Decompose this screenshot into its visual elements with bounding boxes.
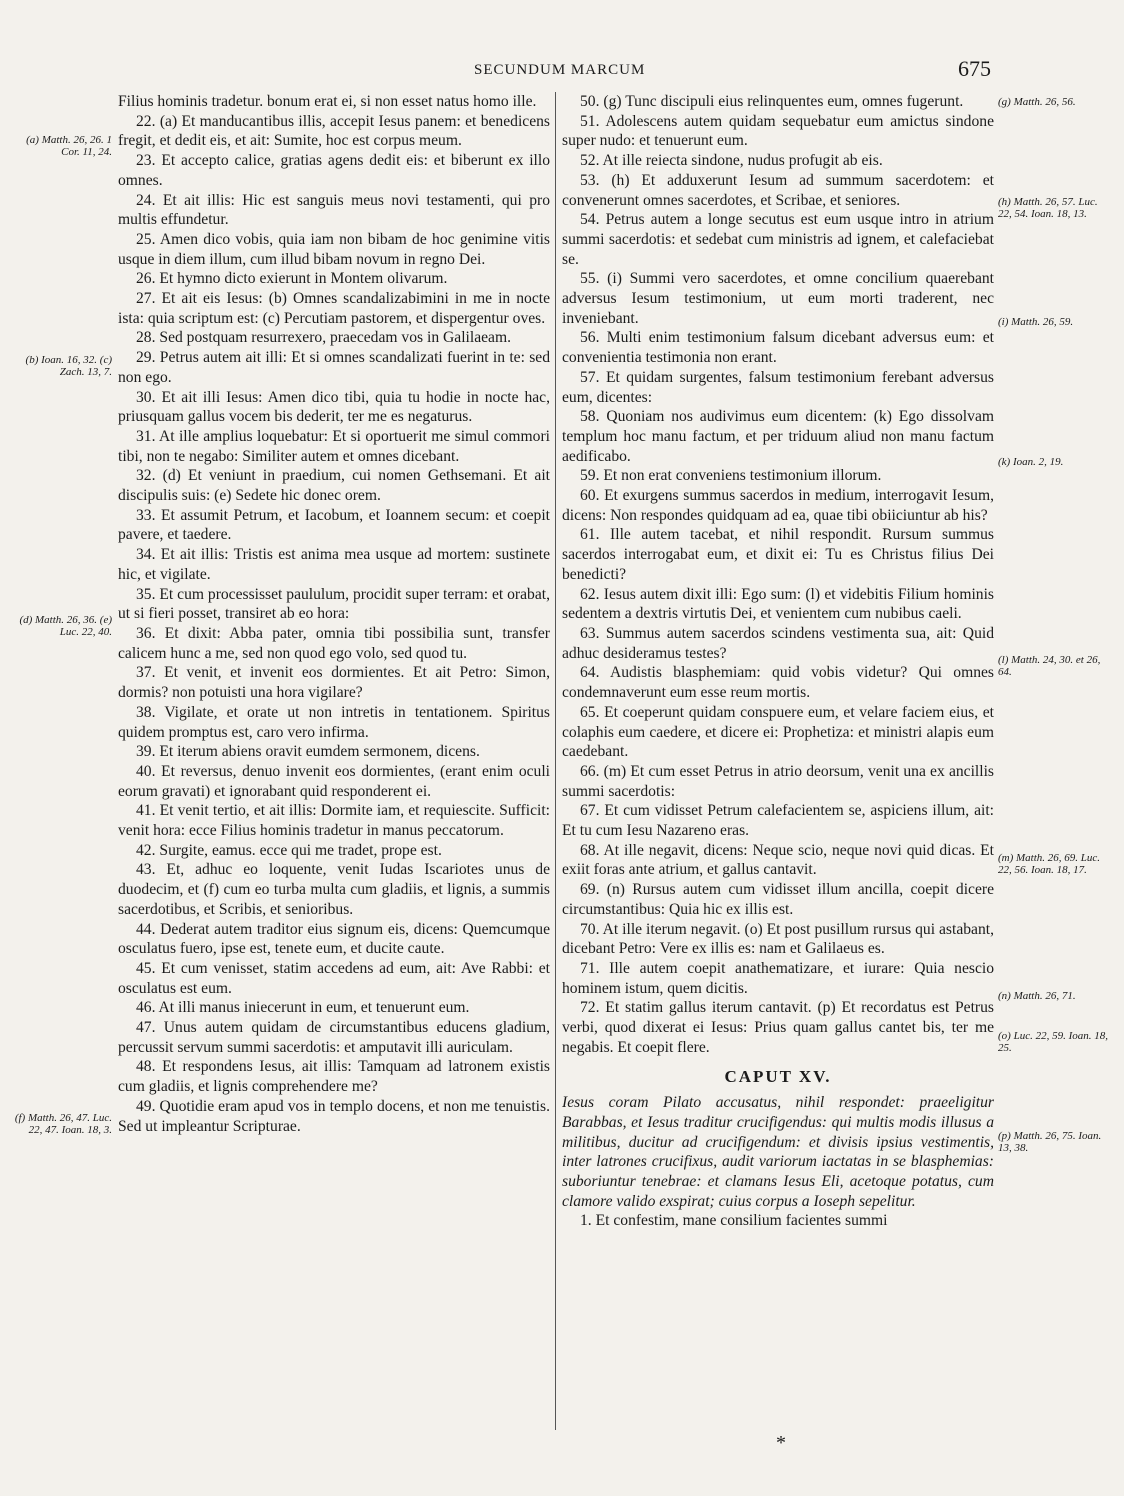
verse-paragraph: 33. Et assumit Petrum, et Iacobum, et Ioannem secum: et coepit pavere, et taedere. [118, 506, 550, 544]
left-column [118, 92, 550, 1136]
margin-note: (b) Ioan. 16, 32. (c) Zach. 13, 7. [25, 354, 112, 378]
margin-note: (p) Matth. 26, 75. Ioan. 13, 38. [998, 1130, 1102, 1154]
verse-paragraph: 60. Et exurgens summus sacerdos in medium, interrogavit Iesum, dicens: Non respondes quidquam ad ea, quae tibi obiiciuntur ab his? [562, 487, 994, 524]
margin-note: (g) Matth. 26, 56. [998, 96, 1076, 108]
margin-note: (o) Luc. 22, 59. Ioan. 18, 25. [998, 1030, 1108, 1054]
verse-paragraph: 40. Et reversus, denuo invenit eos dormientes, (erant enim oculi eorum gravati) et ignorabant quid responderent ei. [118, 762, 550, 800]
verse-paragraph: 54. Petrus autem a longe secutus est eum usque intro in atrium summi sacerdotis: et sedebat cum ministris ad ignem, et calefaciebat se. [562, 211, 994, 268]
verse-paragraph: 53. (h) Et adduxerunt Iesum ad summum sacerdotem: et convenerunt omnes sacerdotes, et Scribae, et seniores. [562, 171, 994, 209]
verse-paragraph: 63. Summus autem sacerdos scindens vestimenta sua, ait: Quid adhuc desideramus testes? [562, 624, 994, 662]
verse-paragraph: 67. Et cum vidisset Petrum calefacientem se, aspiciens illum, ait: Et tu cum Iesu Nazareno eras. [562, 802, 994, 840]
margin-note: (n) Matth. 26, 71. [998, 990, 1076, 1002]
verse-paragraph: 42. Surgite, eamus. ecce qui me tradet, prope est. [136, 841, 442, 859]
verse-paragraph: 22. (a) Et manducantibus illis, accepit Iesus panem: et benedicens fregit, et dedit eis, et ait: Sumite, hoc est corpus meum. [118, 112, 550, 150]
margin-note: (i) Matth. 26, 59. [998, 316, 1074, 328]
verse-paragraph: Filius hominis tradetur. bonum erat ei, si non esset natus homo ille. [118, 93, 537, 110]
verse-paragraph: 26. Et hymno dicto exierunt in Montem olivarum. [136, 270, 448, 288]
verse-paragraph: 61. Ille autem tacebat, et nihil respondit. Rursum summus sacerdos interrogabat eum, et dixit ei: Tu es Christus filius Dei benedicti? [562, 526, 994, 583]
verse-paragraph: 55. (i) Summi vero sacerdotes, et omne concilium quaerebant adversus Iesum testimonium, ut eum morti traderent, nec inveniebant. [562, 270, 994, 327]
verse-paragraph: 43. Et, adhuc eo loquente, venit Iudas Iscariotes unus de duodecim, et (f) cum eo turba multa cum gladiis, et lignis, a summis sacerdotibus, et Scribis, et senioribus. [118, 861, 550, 918]
verse-paragraph: 47. Unus autem quidam de circumstantibus educens gladium, percussit servum summi sacerdotis: et amputavit illi auriculam. [118, 1019, 550, 1056]
margin-note: (a) Matth. 26, 26. 1 Cor. 11, 24. [26, 134, 112, 158]
verse-paragraph: 44. Dederat autem traditor eius signum eis, dicens: Quemcumque osculatus fuero, ipse est, tenete eum, et ducite caute. [118, 920, 550, 958]
verse-paragraph: 64. Audistis blasphemiam: quid vobis videtur? Qui omnes condemnaverunt eum esse reum mortis. [562, 664, 994, 702]
chapter-summary: Iesus coram Pilato accusatus, nihil respondet: praeeligitur Barabbas, et Iesus traditur crucifigendus: qui multis modis illusus a militibus, ducitur ad crucifigendum: et divisis ipsius vestimentis, inter latrones crucifixus, audit variorum iactatas in se blasphemias: suboriuntur tenebrae: et clamans Iesus Eli, acetoque potatus, cum clamore valido exspirat; cuius corpus a Ioseph sepelitur. [562, 1094, 994, 1210]
verse-paragraph: 62. Iesus autem dixit illi: Ego sum: (l) et videbitis Filium hominis sedentem a dextris virtutis Dei, et venientem cum nubibus caeli. [562, 585, 994, 623]
verse-paragraph: 59. Et non erat conveniens testimonium illorum. [580, 467, 882, 485]
verse-paragraph: 68. At ille negavit, dicens: Neque scio, neque novi quid dicas. Et exiit foras ante atrium, et gallus cantavit. [562, 841, 994, 879]
verse-paragraph: 52. At ille reiecta sindone, nudus profugit ab eis. [580, 152, 883, 170]
margin-note: (k) Ioan. 2, 19. [998, 456, 1064, 468]
verse-paragraph: 65. Et coeperunt quidam conspuere eum, et velare faciem eius, et colaphis eum caedere, et dicere ei: Prophetiza: et ministri alapis eum caedebant. [562, 703, 994, 761]
verse-paragraph: 45. Et cum venisset, statim accedens ad eum, ait: Ave Rabbi: et osculatus est eum. [118, 959, 550, 997]
chapter-title: CAPUT XV. [724, 1067, 832, 1087]
verse-paragraph: 24. Et ait illis: Hic est sanguis meus novi testamenti, qui pro multis effundetur. [118, 191, 550, 229]
right-column [562, 92, 994, 1231]
verse-paragraph: 34. Et ait illis: Tristis est anima mea usque ad mortem: sustinete hic, et vigilate. [118, 546, 550, 583]
verse-paragraph: 23. Et accepto calice, gratias agens dedit eis: et biberunt ex illo omnes. [118, 152, 550, 189]
verse-paragraph: 1. Et confestim, mane consilium facientes summi [580, 1212, 888, 1230]
verse-paragraph: 35. Et cum processisset paululum, procidit super terram: et orabat, ut si fieri posset, transiret ab eo hora: [118, 585, 550, 623]
running-head: SECUNDUM MARCUM [474, 62, 646, 78]
margin-note: (d) Matth. 26, 36. (e) Luc. 22, 40. [19, 614, 112, 638]
margin-note: (f) Matth. 26, 47. Luc. 22, 47. Ioan. 18, 3. [14, 1112, 112, 1136]
margin-note: (m) Matth. 26, 69. Luc. 22, 56. Ioan. 18, 17. [998, 852, 1101, 876]
verse-paragraph: 25. Amen dico vobis, quia iam non bibam de hoc genimine vitis usque in diem illum, cum illud bibam novum in regno Dei. [118, 230, 550, 268]
verse-paragraph: 41. Et venit tertio, et ait illis: Dormite iam, et requiescite. Sufficit: venit hora: ecce Filius hominis tradetur in manus peccatorum. [118, 802, 550, 840]
column-divider [555, 92, 556, 1430]
verse-paragraph: 50. (g) Tunc discipuli eius relinquentes eum, omnes fugerunt. [580, 93, 964, 110]
verse-paragraph: 39. Et iterum abiens oravit eumdem sermonem, dicens. [136, 743, 480, 761]
margin-note: (h) Matth. 26, 57. Luc. 22, 54. Ioan. 18, 13. [998, 196, 1098, 220]
footer-mark: * [776, 1432, 786, 1454]
page-number: 675 [958, 56, 991, 81]
verse-paragraph: 46. At illi manus iniecerunt in eum, et tenuerunt eum. [136, 999, 470, 1017]
verse-paragraph: 28. Sed postquam resurrexero, praecedam vos in Galilaeam. [136, 329, 511, 347]
verse-paragraph: 36. Et dixit: Abba pater, omnia tibi possibilia sunt, transfer calicem hunc a me, sed non quod ego volo, sed quod tu. [118, 624, 550, 662]
verse-paragraph: 32. (d) Et veniunt in praedium, cui nomen Gethsemani. Et ait discipulis suis: (e) Sedete hic donec orem. [118, 467, 550, 505]
verse-paragraph: 57. Et quidam surgentes, falsum testimonium ferebant adversus eum, dicentes: [562, 368, 994, 406]
verse-paragraph: 29. Petrus autem ait illi: Et si omnes scandalizati fuerint in te: sed non ego. [118, 349, 550, 386]
verse-paragraph: 71. Ille autem coepit anathematizare, et iurare: Quia nescio hominem istum, quem dicitis. [562, 959, 994, 997]
verse-paragraph: 48. Et respondens Iesus, ait illis: Tamquam ad latronem existis cum gladiis, et lignis comprehendere me? [118, 1058, 550, 1096]
verse-paragraph: 38. Vigilate, et orate ut non intretis in tentationem. Spiritus quidem promptus est, caro vero infirma. [118, 703, 550, 741]
verse-paragraph: 49. Quotidie eram apud vos in templo docens, et non me tenuistis. Sed ut impleantur Scripturae. [118, 1097, 550, 1135]
verse-paragraph: 58. Quoniam nos audivimus eum dicentem: (k) Ego dissolvam templum hoc manu factum, et per triduum aliud non manu factum aedificabo. [562, 408, 994, 465]
verse-paragraph: 30. Et ait illi Iesus: Amen dico tibi, quia tu hodie in nocte hac, priusquam gallus vocem bis dederit, ter me es negaturus. [118, 388, 550, 426]
verse-paragraph: 51. Adolescens autem quidam sequebatur eum amictus sindone super nudo: et tenuerunt eum. [562, 112, 994, 150]
margin-note: (l) Matth. 24, 30. et 26, 64. [998, 654, 1101, 678]
verse-paragraph: 72. Et statim gallus iterum cantavit. (p) Et recordatus est Petrus verbi, quod dixerat ei Iesus: Prius quam gallus cantet bis, ter me negabis. Et coepit flere. [562, 999, 994, 1056]
verse-paragraph: 70. At ille iterum negavit. (o) Et post pusillum rursus qui astabant, dicebant Petro: Vere ex illis es: nam et Galilaeus es. [562, 920, 994, 958]
verse-paragraph: 27. Et ait eis Iesus: (b) Omnes scandalizabimini in me in nocte ista: quia scriptum est: (c) Percutiam pastorem, et dispergentur oves. [118, 290, 550, 327]
verse-paragraph: 66. (m) Et cum esset Petrus in atrio deorsum, venit una ex ancillis summi sacerdotis: [562, 762, 994, 800]
verse-paragraph: 37. Et venit, et invenit eos dormientes. Et ait Petro: Simon, dormis? non potuisti una hora vigilare? [118, 664, 550, 702]
verse-paragraph: 31. At ille amplius loquebatur: Et si oportuerit me simul commori tibi, non te negabo: Similiter autem et omnes dicebant. [118, 427, 550, 465]
verse-paragraph: 56. Multi enim testimonium falsum dicebant adversus eum: et convenientia testimonia non erant. [562, 329, 994, 367]
verse-paragraph: 69. (n) Rursus autem cum vidisset illum ancilla, coepit dicere circumstantibus: Quia hic ex illis est. [562, 881, 994, 918]
